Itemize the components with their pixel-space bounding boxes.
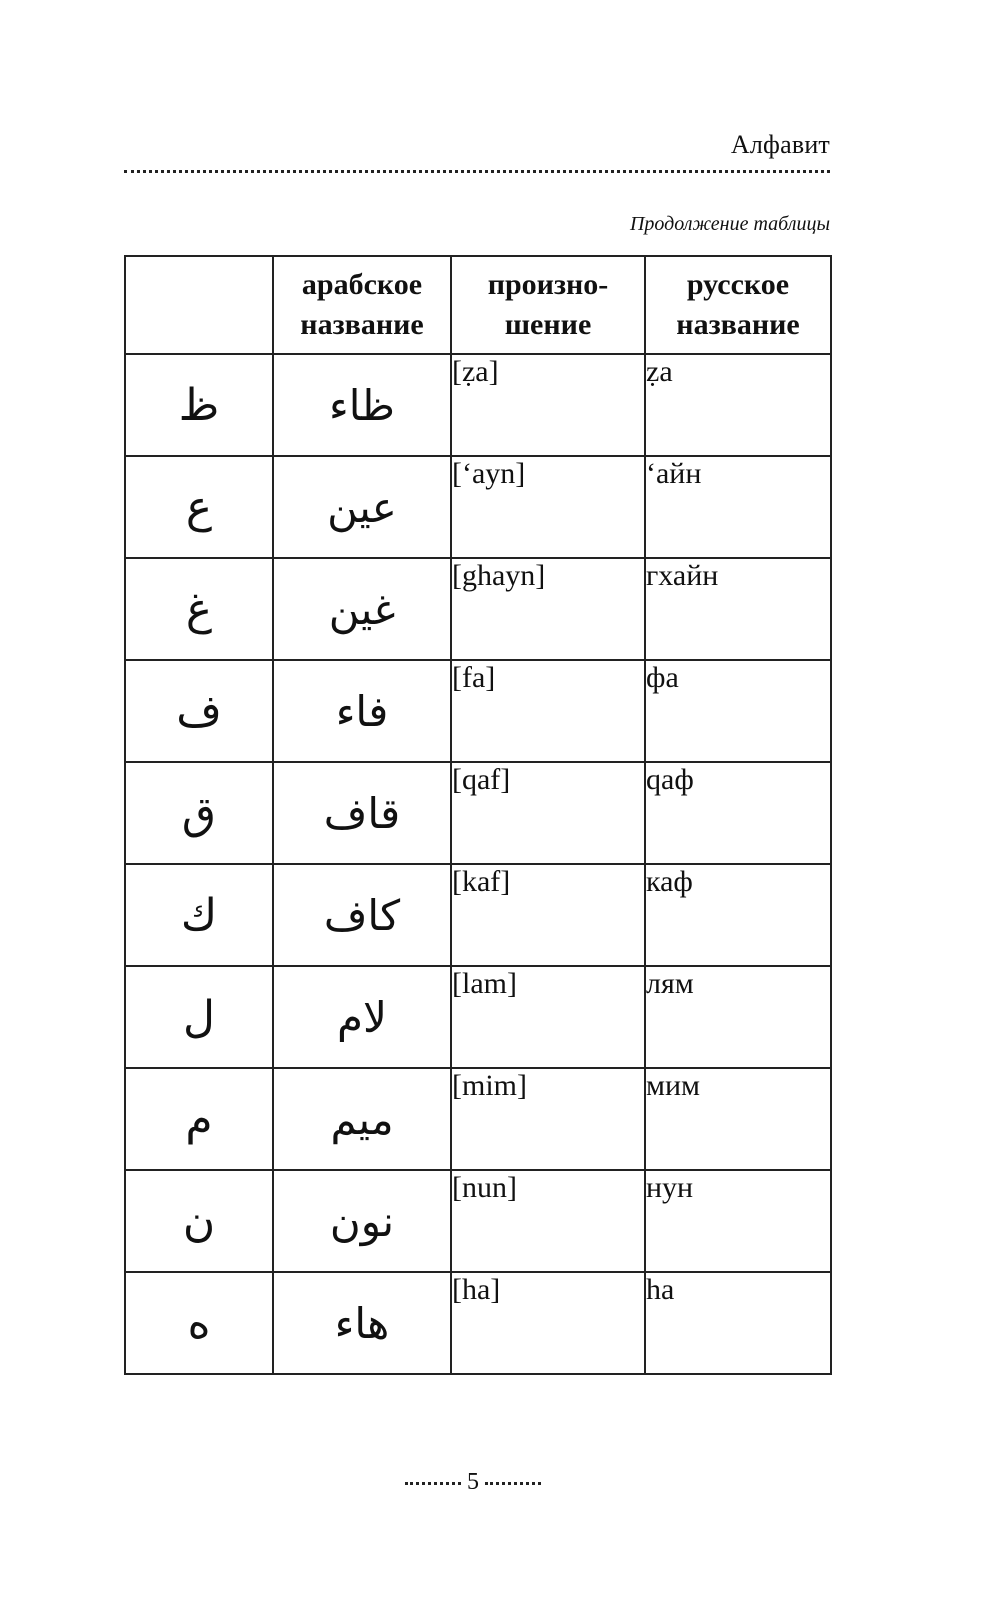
letter-cell: ك — [125, 864, 273, 966]
table-row — [125, 1068, 831, 1170]
table-header-row — [125, 256, 831, 354]
pronunciation-cell: [lam] — [451, 966, 645, 1068]
table-row — [125, 1170, 831, 1272]
letter-cell: ع — [125, 456, 273, 558]
table-row — [125, 762, 831, 864]
alphabet-table — [124, 255, 832, 1375]
table-row — [125, 966, 831, 1068]
letter-cell: ق — [125, 762, 273, 864]
pronunciation-cell: [ghayn] — [451, 558, 645, 660]
letter-cell: ل — [125, 966, 273, 1068]
arabic-name-cell: قاف — [273, 762, 451, 864]
pronunciation-cell: [mim] — [451, 1068, 645, 1170]
table-row — [125, 1272, 831, 1374]
letter-cell: ن — [125, 1170, 273, 1272]
letter-cell: ظ — [125, 354, 273, 456]
header-arabic-name: арабское название — [273, 256, 451, 354]
arabic-name-cell: هاء — [273, 1272, 451, 1374]
arabic-name-cell: غين — [273, 558, 451, 660]
page-number-footer — [0, 1468, 946, 1496]
letter-cell: ف — [125, 660, 273, 762]
russian-name-cell: нун — [645, 1170, 831, 1272]
pronunciation-cell: [‘ayn] — [451, 456, 645, 558]
russian-name-cell: ẓa — [645, 354, 831, 456]
header-dotted-rule — [124, 170, 830, 173]
letter-cell: غ — [125, 558, 273, 660]
russian-name-cell: фа — [645, 660, 831, 762]
russian-name-cell: каф — [645, 864, 831, 966]
arabic-name-cell: ميم — [273, 1068, 451, 1170]
arabic-name-cell: عين — [273, 456, 451, 558]
continuation-note: Продолжение таблицы — [629, 213, 830, 235]
russian-name-cell: мим — [645, 1068, 831, 1170]
arabic-name-cell: نون — [273, 1170, 451, 1272]
russian-name-cell: ‘айн — [645, 456, 831, 558]
arabic-name-cell: ظاء — [273, 354, 451, 456]
pronunciation-cell: [kaf] — [451, 864, 645, 966]
pronunciation-cell: [ẓa] — [451, 354, 645, 456]
russian-name-cell: qаф — [645, 762, 831, 864]
footer-dots-right — [485, 1482, 541, 1485]
page-number: 5 — [467, 1469, 479, 1495]
letter-cell: ه — [125, 1272, 273, 1374]
footer-dots-left — [405, 1482, 461, 1485]
table-row — [125, 456, 831, 558]
arabic-name-cell: كاف — [273, 864, 451, 966]
table-row — [125, 558, 831, 660]
running-head: Алфавит — [730, 130, 830, 159]
header-pronunciation: произно- шение — [451, 256, 645, 354]
table-row — [125, 354, 831, 456]
table-row — [125, 864, 831, 966]
russian-name-cell: гхайн — [645, 558, 831, 660]
arabic-name-cell: فاء — [273, 660, 451, 762]
letter-cell: م — [125, 1068, 273, 1170]
table-row — [125, 660, 831, 762]
russian-name-cell: ha — [645, 1272, 831, 1374]
header-russian-name: русское название — [645, 256, 831, 354]
russian-name-cell: лям — [645, 966, 831, 1068]
arabic-name-cell: لام — [273, 966, 451, 1068]
pronunciation-cell: [qaf] — [451, 762, 645, 864]
pronunciation-cell: [fa] — [451, 660, 645, 762]
header-letter — [125, 256, 273, 354]
pronunciation-cell: [ha] — [451, 1272, 645, 1374]
pronunciation-cell: [nun] — [451, 1170, 645, 1272]
